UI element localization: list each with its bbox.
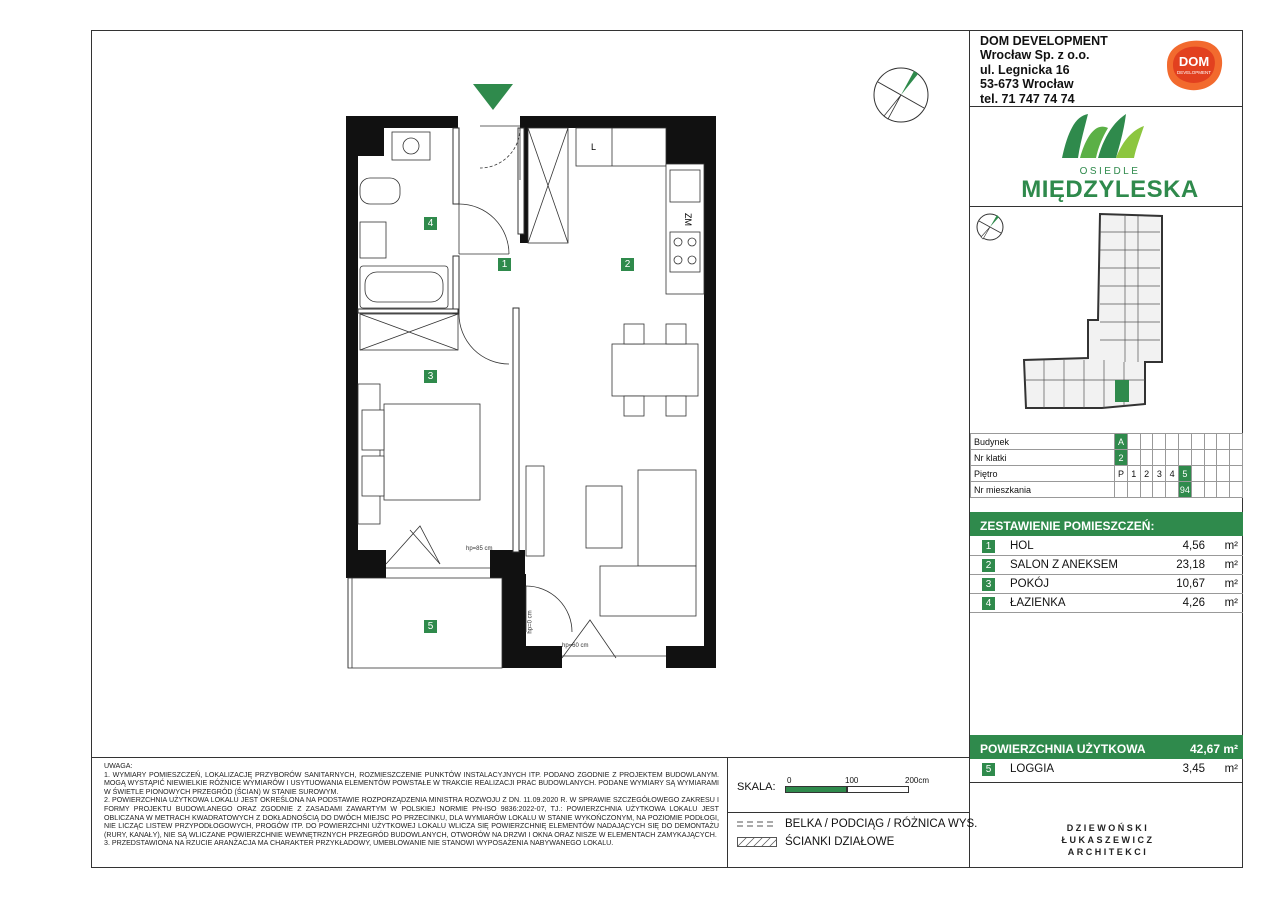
legend-divider [727, 812, 970, 813]
notes [104, 762, 719, 848]
room-number: 4 [982, 597, 995, 610]
room-area: 4,26 [1182, 597, 1205, 609]
hp-label-2: hp=0 cm [527, 610, 534, 634]
hp-label-1: hp=85 cm [466, 546, 493, 552]
hp-label-3: hp=60 cm [562, 643, 589, 649]
divider [970, 206, 1243, 207]
info-cell [1204, 466, 1217, 482]
divider [970, 106, 1243, 107]
room-number: 3 [982, 578, 995, 591]
info-cell [1179, 434, 1192, 450]
loggia-row [970, 760, 1243, 779]
info-cell [1153, 450, 1166, 466]
scale-label: SKALA: [737, 781, 776, 793]
plan-label-3: 3 [424, 370, 437, 383]
info-cell: A [1115, 434, 1128, 450]
room-row [970, 594, 1243, 613]
info-cell [1217, 482, 1230, 498]
dishwasher-label: ZM [683, 213, 693, 226]
plan-label-5: 5 [424, 620, 437, 633]
loggia-number: 5 [982, 763, 995, 776]
info-cell [1217, 450, 1230, 466]
info-table [970, 433, 1243, 498]
info-cell [1204, 450, 1217, 466]
beam-legend-icon [737, 820, 777, 828]
info-cell [1115, 482, 1128, 498]
info-cell: 3 [1153, 466, 1166, 482]
plan-label-1: 1 [498, 258, 511, 271]
building-key-plan [1020, 212, 1165, 410]
info-cell [1179, 450, 1192, 466]
room-number: 2 [982, 559, 995, 572]
architect-line3: ARCHITEKCI [1067, 847, 1149, 857]
info-row [971, 482, 1243, 498]
scale-tick-200: 200cm [905, 776, 930, 785]
info-cell [1191, 466, 1204, 482]
info-cell: 2 [1140, 466, 1153, 482]
room-name: SALON Z ANEKSEM [1010, 559, 1119, 571]
room-row [970, 556, 1243, 575]
company-line2: Wrocław Sp. z o.o. [980, 48, 1090, 63]
legend-walls: ŚCIANKI DZIAŁOWE [785, 836, 895, 848]
company-phone: tel. 71 747 74 74 [980, 91, 1075, 106]
partition-legend-icon [737, 837, 777, 847]
total-area-value: 42,67 m² [1189, 742, 1238, 756]
info-label: Nr klatki [971, 450, 1115, 466]
info-cell [1204, 434, 1217, 450]
info-cell [1140, 450, 1153, 466]
info-row [971, 434, 1243, 450]
note-3: 3. PRZEDSTAWIONA NA RZUCIE ARANŻACJA MA CHARAKTER PRZYKŁADOWY, UMEBLOWANIE NIE STANOWI WYPOSAŻENIA NABYWANEGO LOKALU. [104, 839, 614, 848]
scale-tick-100: 100 [845, 776, 859, 785]
room-number: 1 [982, 540, 995, 553]
entrance-arrow [473, 84, 513, 110]
architect-logo [1058, 822, 1158, 858]
loggia-unit: m² [1224, 763, 1238, 775]
notes-divider [91, 757, 970, 758]
divider [970, 782, 1243, 783]
info-cell: P [1115, 466, 1128, 482]
room-row [970, 575, 1243, 594]
info-cell [1191, 450, 1204, 466]
architect-line1: DZIEWOŃSKI [1066, 823, 1150, 833]
info-cell [1127, 434, 1140, 450]
note-2: 2. POWIERZCHNIA UŻYTKOWA LOKALU JEST OKREŚLONA NA PODSTAWIE ROZPORZĄDZENIA MINISTRA ROZWOJU Z DN. 11.09.2020 R. W SPRAWIE SZCZEGÓŁOWEGO ZAKRESU I FORMY PROJEKTU BUDOWLANEGO ORAZ ZGODNIE Z ZASADAMI ZAWARTYM W POLSKIEJ NORMIE PN-ISO 9836:2022-07, TJ.: POWIERZCHNIA UŻYTKOWA LOKALU JEST OBLICZANA W METRACH KWADRATOWYCH Z DOKŁADNOŚCIĄ DO DWÓCH MIEJSC PO PRZECINKU, DLA WYMIARÓW LOKALU W STANIE WYKOŃCZONYM, NA POZIOMIE PODŁOGI, NIE LICZĄC LISTEW PRZYPODŁOGOWYCH, PROGÓW ITP. DO POWIERZCHNI UŻYTKOWEJ LOKALU WLICZA SIĘ POWIERZCHNIĘ ELEMENTÓW NADAJĄCYCH SIĘ DO DEMONTAŻU (RURY, KANAŁY), NIE SĄ WLICZANE POWIERZCHNIE WEWNĘTRZNYCH PRZEGRÓD BUDOWLANYCH, OTWORÓW NA DRZWI I OKNA ORAZ NISZE W ELEMENTACH ZAMYKAJĄCYCH. [104, 796, 719, 839]
info-cell: 5 [1179, 466, 1192, 482]
info-cell [1230, 482, 1243, 498]
info-cell [1166, 450, 1179, 466]
info-label: Piętro [971, 466, 1115, 482]
info-cell: 4 [1166, 466, 1179, 482]
info-cell [1140, 482, 1153, 498]
note-1: 1. WYMIARY POMIESZCZEŃ, LOKALIZACJĘ PRZYBORÓW SANITARNYCH, ROZMIESZCZENIE PUNKTÓW INSTALACYJNYCH ITP. PODANO ZGODNIE Z PROJEKTEM BUDOWLANYM. MOGĄ WYSTĄPIĆ NIEWIELKIE RÓŻNICE WYMIARÓW I USYTUOWANIA ELEMENTÓW POWSTAŁE W TRAKCIE REALIZACJI PRAC BUDOWLANYCH. PODANE WYMIARY SĄ WYMIARAMI W ŚWIETLE PIONOWYCH PRZEGRÓD (ŚCIAN) W STANIE SUROWYM. [104, 770, 719, 796]
info-cell [1230, 466, 1243, 482]
plan-label-4: 4 [424, 217, 437, 230]
estate-logo-icon [1058, 110, 1158, 164]
plan-label-2: 2 [621, 258, 634, 271]
info-cell [1127, 482, 1140, 498]
room-unit: m² [1224, 578, 1238, 590]
compass-icon [872, 66, 930, 124]
company-city: 53-673 Wrocław [980, 77, 1074, 92]
info-cell [1166, 434, 1179, 450]
architect-line2: ŁUKASZEWICZ [1061, 835, 1155, 845]
room-area: 4,56 [1182, 540, 1205, 552]
info-cell [1166, 482, 1179, 498]
floor-plan [340, 80, 730, 680]
info-cell [1230, 434, 1243, 450]
apartment-highlight [1115, 380, 1129, 402]
info-cell [1127, 450, 1140, 466]
total-area-label: POWIERZCHNIA UŻYTKOWA [980, 742, 1146, 756]
dom-development-logo [1157, 35, 1227, 95]
company-name: DOM DEVELOPMENT [980, 34, 1108, 48]
dom-logo-sub: DEVELOPMENT [1176, 70, 1212, 75]
company-street: ul. Legnicka 16 [980, 62, 1070, 77]
info-cell: 1 [1127, 466, 1140, 482]
info-cell: 2 [1115, 450, 1128, 466]
keyplan-compass-icon [975, 212, 1005, 242]
room-unit: m² [1224, 597, 1238, 609]
loggia-area: 3,45 [1182, 763, 1205, 775]
info-cell [1217, 466, 1230, 482]
room-row [970, 537, 1243, 556]
rooms-header: ZESTAWIENIE POMIESZCZEŃ: [970, 512, 1243, 536]
room-name: POKÓJ [1010, 578, 1049, 590]
info-row [971, 450, 1243, 466]
info-cell [1153, 434, 1166, 450]
notes-title: UWAGA: [104, 762, 133, 770]
info-row [971, 466, 1243, 482]
info-cell [1217, 434, 1230, 450]
company-info [980, 34, 1108, 106]
scale-bar-filled [785, 786, 847, 793]
estate-subtitle: OSIEDLE [1079, 166, 1141, 177]
info-cell [1204, 482, 1217, 498]
room-area: 23,18 [1176, 559, 1205, 571]
info-label: Budynek [971, 434, 1115, 450]
dom-logo-text: DOM [1178, 54, 1210, 69]
fridge-label: L [591, 142, 597, 152]
info-cell [1191, 482, 1204, 498]
room-name: ŁAZIENKA [1010, 597, 1066, 609]
info-label: Nr mieszkania [971, 482, 1115, 498]
scale-tick-0: 0 [787, 776, 792, 785]
info-cell [1153, 482, 1166, 498]
info-cell: 94 [1179, 482, 1192, 498]
total-area-bar [970, 735, 1243, 759]
legend-beam: BELKA / PODCIĄG / RÓŻNICA WYS. [785, 818, 978, 830]
scale-bar-empty [847, 786, 909, 793]
info-cell [1230, 450, 1243, 466]
room-area: 10,67 [1176, 578, 1205, 590]
estate-name: MIĘDZYLESKA [1021, 176, 1199, 203]
room-unit: m² [1224, 540, 1238, 552]
loggia-name: LOGGIA [1010, 763, 1055, 775]
room-name: HOL [1010, 540, 1034, 552]
info-cell [1191, 434, 1204, 450]
info-cell [1140, 434, 1153, 450]
room-unit: m² [1224, 559, 1238, 571]
